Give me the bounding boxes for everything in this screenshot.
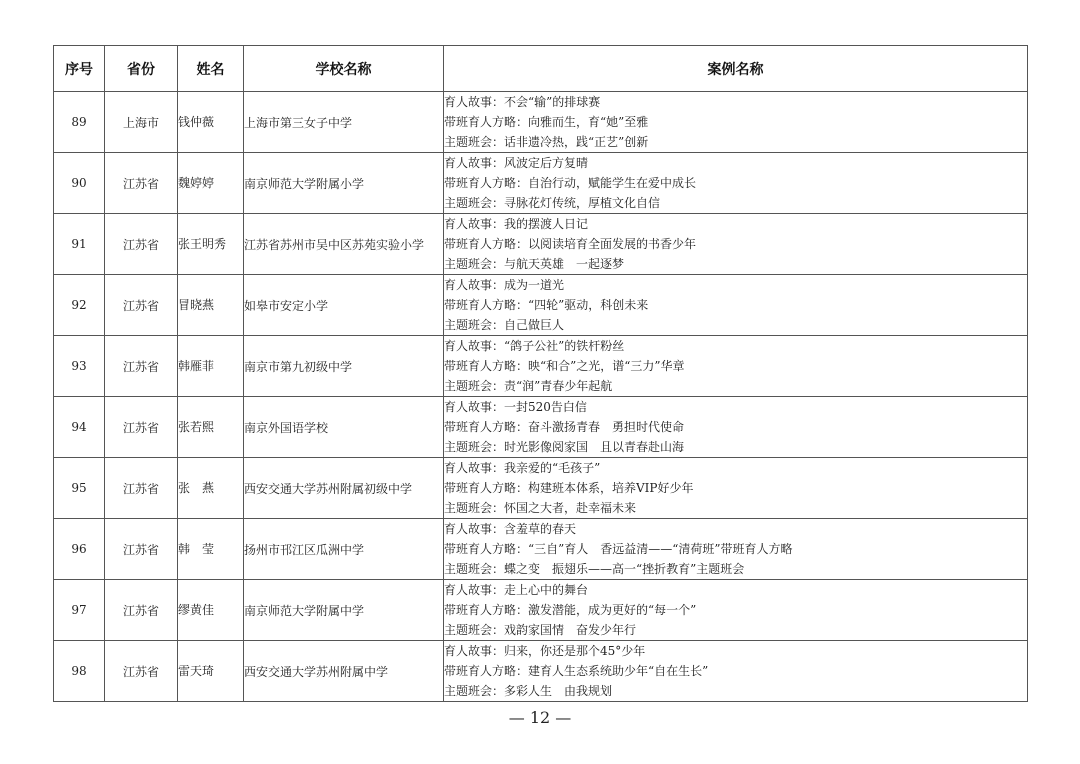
case-line: 主题班会：多彩人生 由我规划 [444, 684, 613, 698]
page-number: — 12 — [508, 708, 572, 727]
row-cases [444, 458, 1028, 519]
case-line: 带班育人方略：奋斗激扬青春 勇担时代使命 [444, 420, 685, 434]
case-line: 育人故事：风波定后方复晴 [444, 156, 589, 170]
table-row [54, 519, 1028, 580]
row-cases [444, 641, 1028, 702]
row-province: 江苏省 [105, 214, 178, 275]
case-line: 育人故事：我的摆渡人日记 [444, 217, 589, 231]
row-name: 魏婷婷 [178, 153, 244, 214]
row-name: 韩 莹 [178, 519, 244, 580]
row-number: 95 [54, 458, 105, 519]
row-number: 92 [54, 275, 105, 336]
row-number: 97 [54, 580, 105, 641]
table-row [54, 275, 1028, 336]
row-number: 98 [54, 641, 105, 702]
row-school: 南京市第九初级中学 [244, 336, 444, 397]
row-province: 江苏省 [105, 641, 178, 702]
data-table [53, 45, 1028, 702]
table-row [54, 153, 1028, 214]
row-school: 如皋市安定小学 [244, 275, 444, 336]
case-line: 主题班会：怀国之大者，赴幸福未来 [444, 501, 637, 515]
case-line: 育人故事：不会“输”的排球赛 [444, 95, 601, 109]
header-name: 姓名 [178, 46, 244, 92]
case-line: 育人故事：我亲爱的“毛孩子” [444, 461, 601, 475]
table-row [54, 92, 1028, 153]
case-line: 主题班会：话非遗冷热，践“正艺”创新 [444, 135, 649, 149]
row-school: 西安交通大学苏州附属初级中学 [244, 458, 444, 519]
row-name: 韩雁菲 [178, 336, 244, 397]
row-name: 张 燕 [178, 458, 244, 519]
table-row [54, 336, 1028, 397]
header-school: 学校名称 [244, 46, 444, 92]
case-line: 育人故事：归来，你还是那个45°少年 [444, 644, 646, 658]
row-name: 张若熙 [178, 397, 244, 458]
row-province: 江苏省 [105, 275, 178, 336]
case-line: 育人故事：一封520告白信 [444, 400, 587, 414]
case-line: 主题班会：责“润”青春少年起航 [444, 379, 613, 393]
row-cases [444, 397, 1028, 458]
table-row [54, 580, 1028, 641]
row-name: 钱仲薇 [178, 92, 244, 153]
row-number: 96 [54, 519, 105, 580]
case-line: 主题班会：蝶之变 振翅乐——高一“挫折教育”主题班会 [444, 562, 745, 576]
row-number: 89 [54, 92, 105, 153]
table-row [54, 641, 1028, 702]
row-cases [444, 336, 1028, 397]
table-body [54, 92, 1028, 702]
row-cases [444, 580, 1028, 641]
row-number: 94 [54, 397, 105, 458]
row-province: 江苏省 [105, 153, 178, 214]
header-row [54, 46, 1028, 92]
row-cases [444, 92, 1028, 153]
row-school: 南京外国语学校 [244, 397, 444, 458]
row-school: 南京师范大学附属小学 [244, 153, 444, 214]
row-name: 冒晓燕 [178, 275, 244, 336]
row-name: 张王明秀 [178, 214, 244, 275]
row-school: 南京师范大学附属中学 [244, 580, 444, 641]
case-line: 主题班会：寻脉花灯传统，厚植文化自信 [444, 196, 661, 210]
case-line: 带班育人方略：构建班本体系，培养VIP好少年 [444, 481, 694, 495]
header-cases: 案例名称 [444, 46, 1028, 92]
row-province: 江苏省 [105, 397, 178, 458]
case-line: 主题班会：与航天英雄 一起逐梦 [444, 257, 625, 271]
case-line: 主题班会：时光影像阅家国 且以青春赴山海 [444, 440, 685, 454]
row-school: 扬州市邗江区瓜洲中学 [244, 519, 444, 580]
case-line: 带班育人方略：“四轮”驱动，科创未来 [444, 298, 649, 312]
row-cases [444, 153, 1028, 214]
row-cases [444, 275, 1028, 336]
case-line: 带班育人方略：建育人生态系统助少年“自在生长” [444, 664, 709, 678]
row-name: 缪黄佳 [178, 580, 244, 641]
row-number: 91 [54, 214, 105, 275]
case-line: 育人故事：成为一道光 [444, 278, 565, 292]
table-row [54, 214, 1028, 275]
case-line: 主题班会：戏韵家国情 奋发少年行 [444, 623, 637, 637]
case-line: 主题班会：自己做巨人 [444, 318, 565, 332]
case-line: 带班育人方略：映“和合”之光，谱“三力”华章 [444, 359, 685, 373]
case-line: 带班育人方略：自治行动，赋能学生在爱中成长 [444, 176, 697, 190]
case-line: 育人故事：走上心中的舞台 [444, 583, 589, 597]
header-province: 省份 [105, 46, 178, 92]
row-province: 江苏省 [105, 336, 178, 397]
row-school: 上海市第三女子中学 [244, 92, 444, 153]
row-cases [444, 519, 1028, 580]
case-line: 带班育人方略：向雅而生，育“她”至雅 [444, 115, 649, 129]
row-number: 90 [54, 153, 105, 214]
row-province: 江苏省 [105, 458, 178, 519]
row-cases [444, 214, 1028, 275]
table-row [54, 458, 1028, 519]
row-province: 上海市 [105, 92, 178, 153]
row-province: 江苏省 [105, 519, 178, 580]
case-line: 育人故事：“鸽子公社”的铁杆粉丝 [444, 339, 625, 353]
row-school: 西安交通大学苏州附属中学 [244, 641, 444, 702]
table-row [54, 397, 1028, 458]
row-name: 雷天琦 [178, 641, 244, 702]
row-province: 江苏省 [105, 580, 178, 641]
header-num: 序号 [54, 46, 105, 92]
case-line: 带班育人方略：“三自”育人 香远益清——“清荷班”带班育人方略 [444, 542, 793, 556]
row-school: 江苏省苏州市吴中区苏苑实验小学 [244, 214, 444, 275]
case-line: 带班育人方略：激发潜能，成为更好的“每一个” [444, 603, 697, 617]
case-line: 带班育人方略：以阅读培育全面发展的书香少年 [444, 237, 697, 251]
case-line: 育人故事：含羞草的春天 [444, 522, 577, 536]
row-number: 93 [54, 336, 105, 397]
